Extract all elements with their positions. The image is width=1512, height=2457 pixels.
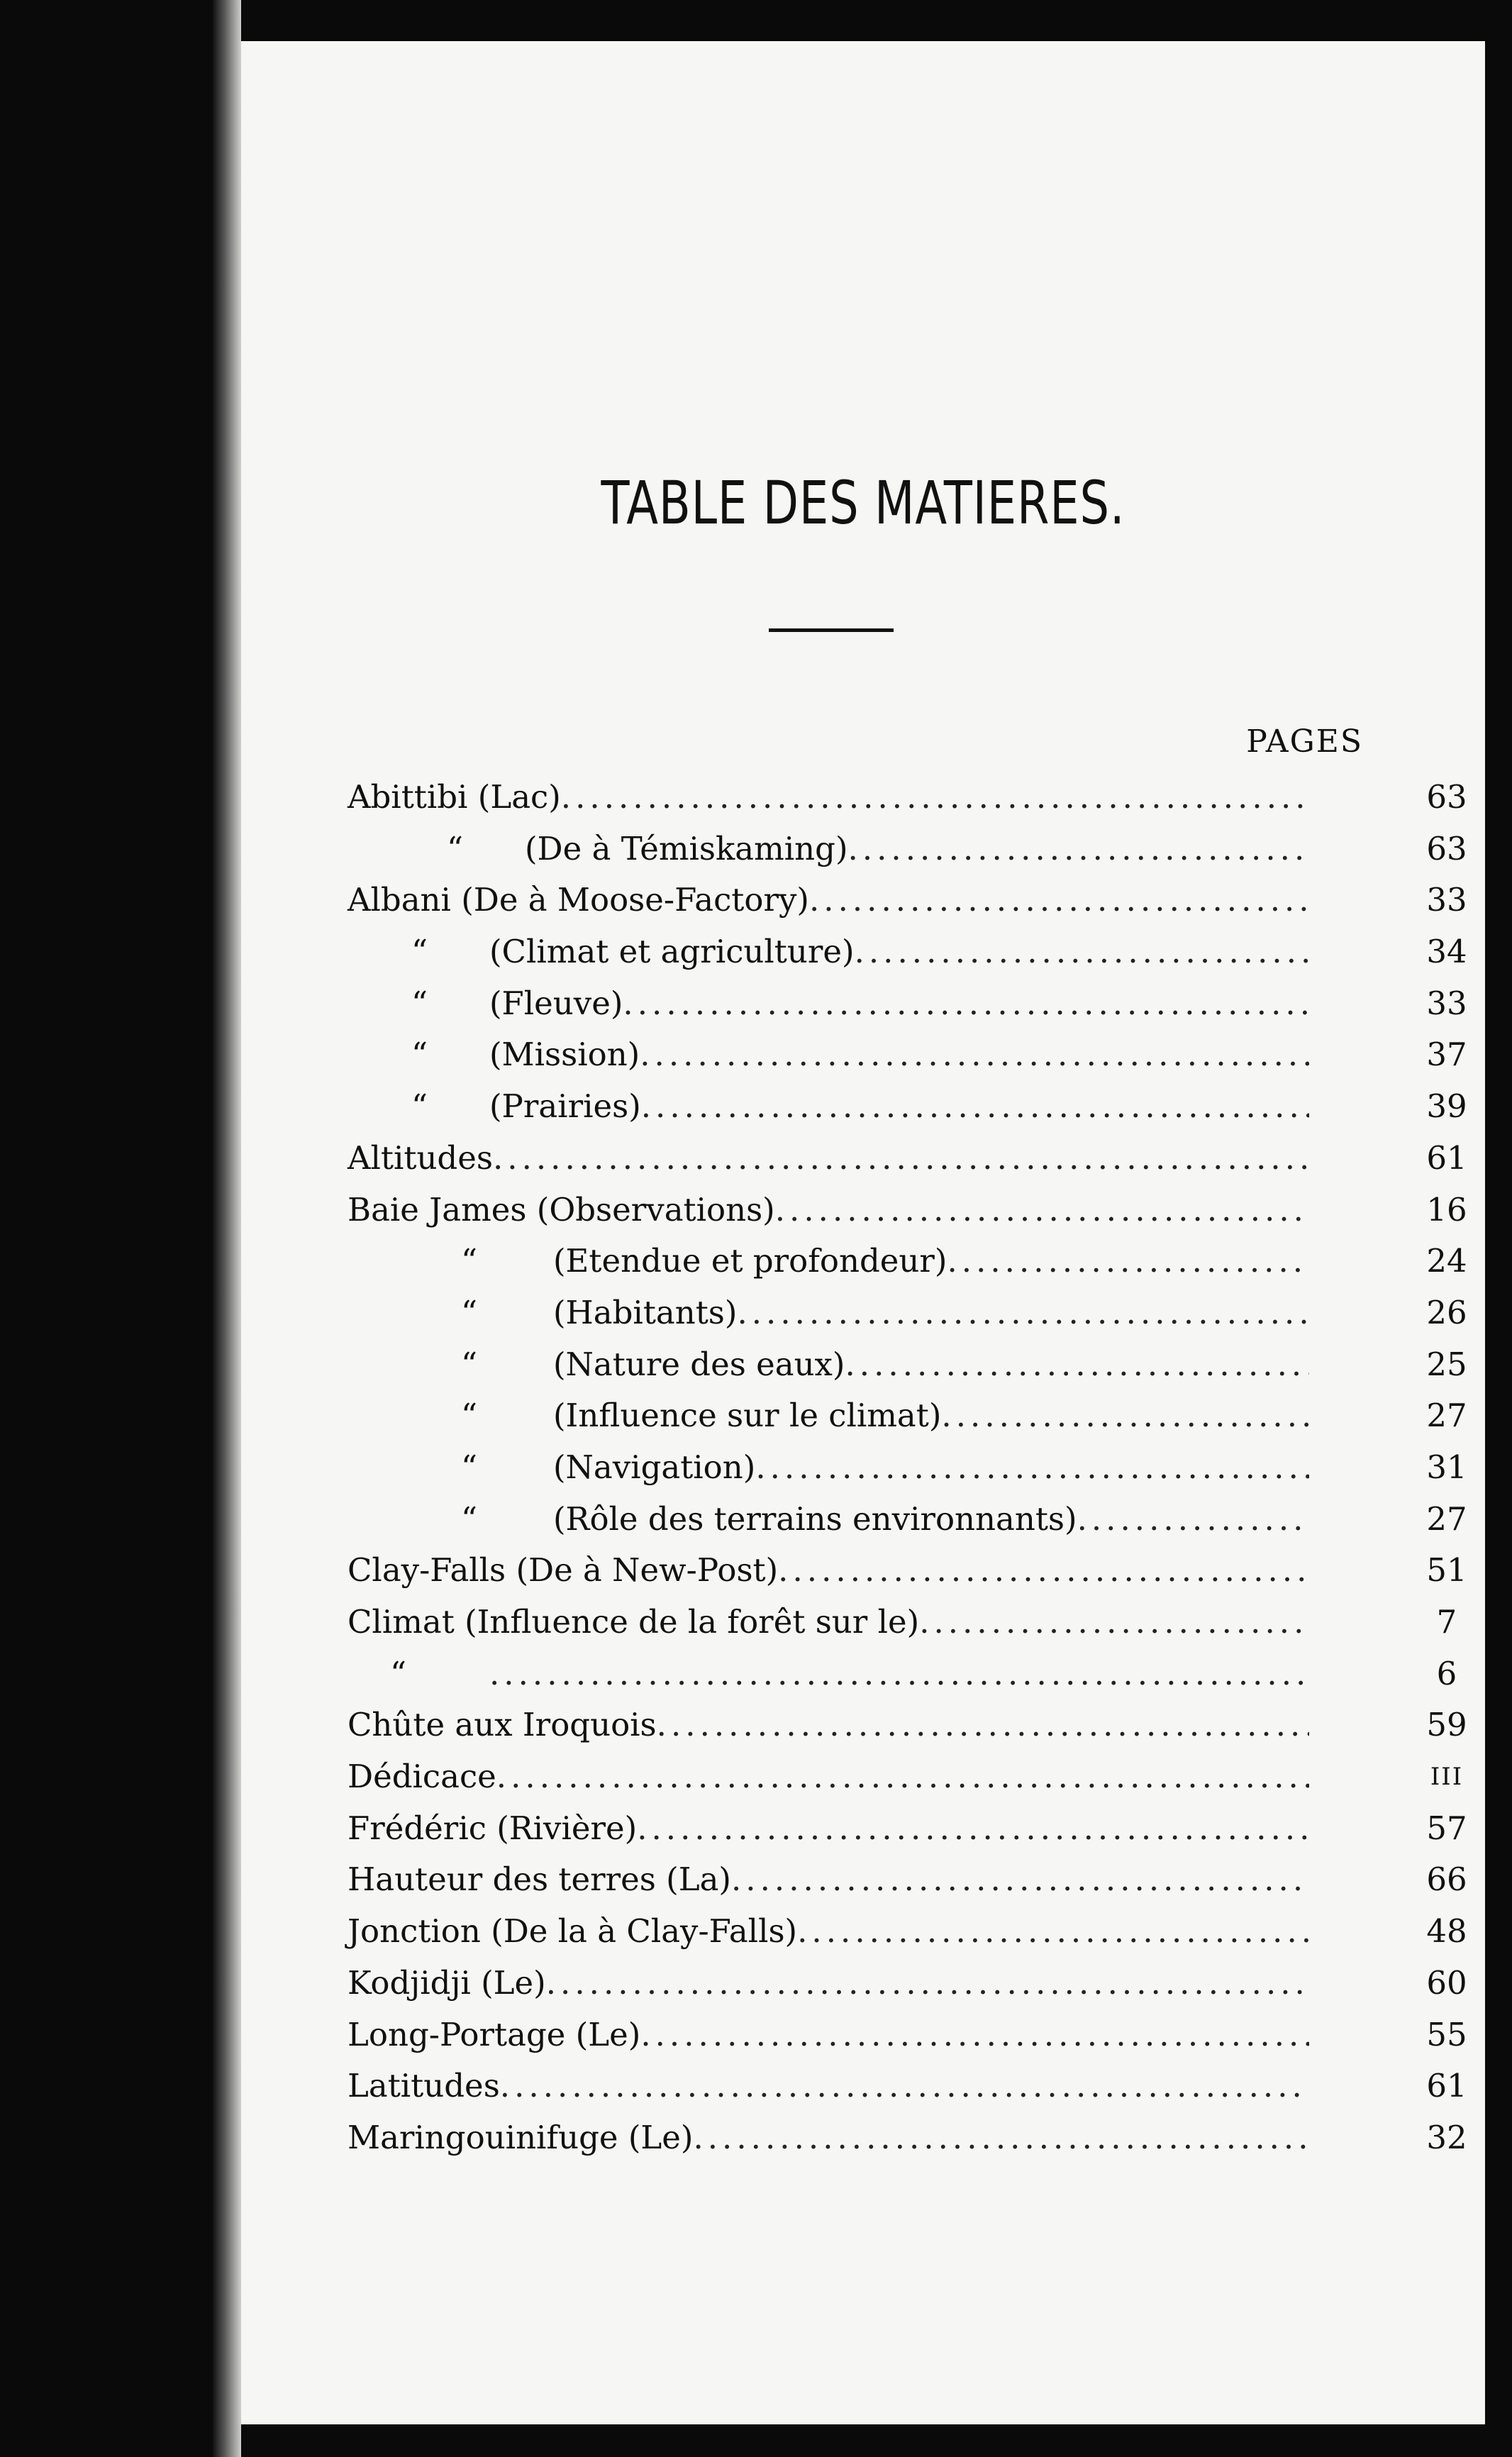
toc-entry-text	[348, 1751, 1309, 1803]
ditto-mark: “	[447, 829, 464, 867]
toc-entry-label: (Navigation)	[553, 1448, 756, 1486]
toc-entry-text	[348, 1339, 1309, 1391]
toc-entry	[348, 1803, 1467, 1855]
toc-entry-label: (Rôle des terrains environnants)	[553, 1499, 1077, 1538]
toc-entry-label: Clay-Falls (De à New-Post)	[348, 1551, 779, 1590]
toc-entry	[348, 1442, 1467, 1494]
leader-dots	[778, 1545, 1309, 1597]
leader-dots	[641, 1081, 1309, 1133]
leader-dots	[640, 2009, 1309, 2061]
toc-entry	[348, 1390, 1467, 1442]
toc-entry	[348, 1287, 1467, 1339]
toc-entry-text	[348, 2112, 1309, 2164]
toc-page-number: 33	[1426, 984, 1467, 1022]
toc-entry-text	[348, 1287, 1309, 1339]
toc-entry-label: Climat (Influence de la forêt sur le)	[348, 1603, 920, 1641]
toc-entry-text	[348, 1648, 1309, 1700]
toc-entry-label: Chûte aux Iroquois	[348, 1706, 657, 1744]
toc-entry-label: Dédicace	[348, 1758, 496, 1796]
leader-dots	[848, 823, 1309, 875]
toc-page-number: 61	[1426, 2067, 1467, 2105]
book-gutter	[213, 0, 241, 2457]
title-rule	[769, 628, 894, 632]
toc-entry	[348, 2112, 1467, 2164]
ditto-mark: “	[411, 1087, 428, 1126]
toc-entry-label: (Prairies)	[489, 1087, 641, 1126]
toc-entry	[348, 1081, 1467, 1133]
toc-entry-label: Albani (De à Moose-Factory)	[348, 881, 809, 919]
toc-page-number: 16	[1426, 1190, 1467, 1228]
toc-entry-label: Long-Portage (Le)	[348, 2015, 641, 2053]
ditto-mark: “	[461, 1499, 478, 1538]
toc-entry	[348, 2061, 1467, 2112]
toc-entry-label: (Habitants)	[553, 1293, 738, 1331]
toc-entry-text	[348, 772, 1309, 823]
toc-entry-label: (Etendue et profondeur)	[553, 1242, 947, 1280]
toc-entry-label: Maringouinifuge (Le)	[348, 2118, 694, 2156]
pages-label: PAGES	[1246, 723, 1363, 760]
toc-entry-label: Latitudes	[348, 2067, 500, 2105]
leader-dots	[500, 2061, 1309, 2112]
ditto-mark: “	[411, 933, 428, 971]
leader-dots	[919, 1597, 1309, 1648]
toc-entry	[348, 1545, 1467, 1597]
leader-dots	[640, 1029, 1309, 1081]
toc-entry	[348, 1854, 1467, 1906]
toc-entry-label: Jonction (De la à Clay-Falls)	[348, 1912, 798, 1951]
ditto-mark: “	[411, 1036, 428, 1074]
toc-entry-text	[348, 1854, 1309, 1906]
ditto-mark: “	[461, 1345, 478, 1383]
toc-entry-label: Baie James (Observations)	[348, 1190, 775, 1228]
toc-entry-text	[348, 926, 1309, 978]
toc-page-number: 27	[1426, 1499, 1467, 1538]
ditto-mark: “	[461, 1448, 478, 1486]
toc-entry	[348, 1339, 1467, 1391]
toc-page-number: 39	[1426, 1087, 1467, 1126]
leader-dots	[941, 1390, 1309, 1442]
toc-entry-text	[348, 875, 1309, 926]
ditto-mark: “	[390, 1654, 407, 1692]
page-title: TABLE DES MATIERES.	[601, 468, 1125, 538]
toc-entry	[348, 1029, 1467, 1081]
leader-dots	[489, 1648, 1309, 1700]
toc-page-number: 7	[1436, 1603, 1457, 1641]
leader-dots	[775, 1185, 1309, 1236]
toc-entry-text	[348, 1597, 1309, 1648]
leader-dots	[657, 1699, 1309, 1751]
ditto-mark: “	[411, 984, 428, 1022]
ditto-mark: “	[461, 1293, 478, 1331]
toc-entry	[348, 1494, 1467, 1546]
toc-page-number: 27	[1426, 1397, 1467, 1435]
toc-page-number: 24	[1426, 1242, 1467, 1280]
toc-entry	[348, 926, 1467, 978]
toc-entry-text	[348, 1545, 1309, 1597]
toc-entry	[348, 1648, 1457, 1700]
toc-entry-label: Kodjidji (Le)	[348, 1963, 546, 2002]
leader-dots	[809, 875, 1309, 926]
toc-entry-text	[348, 1133, 1309, 1185]
toc-entry-label: (Mission)	[489, 1036, 640, 1074]
table-of-contents	[348, 772, 1467, 2164]
toc-entry	[348, 1185, 1467, 1236]
toc-entry-text	[348, 2061, 1309, 2112]
toc-entry	[348, 1236, 1467, 1287]
toc-entry-text	[348, 1958, 1309, 2009]
toc-entry-text	[348, 1390, 1309, 1442]
toc-page-number: 32	[1426, 2118, 1467, 2156]
leader-dots	[737, 1287, 1309, 1339]
toc-entry-label: Frédéric (Rivière)	[348, 1809, 638, 1847]
leader-dots	[496, 1751, 1309, 1803]
toc-page-number: 37	[1426, 1036, 1467, 1074]
toc-entry-label: (Nature des eaux)	[553, 1345, 845, 1383]
toc-entry	[348, 978, 1467, 1030]
toc-entry-label: (Climat et agriculture)	[489, 933, 855, 971]
toc-entry-label: (De à Témiskaming)	[525, 829, 848, 867]
toc-entry	[348, 875, 1467, 926]
toc-entry-label: (Influence sur le climat)	[553, 1397, 942, 1435]
toc-page-number: 48	[1426, 1912, 1467, 1951]
toc-page-number: 25	[1426, 1345, 1467, 1383]
leader-dots	[797, 1906, 1309, 1958]
toc-entry	[348, 1958, 1467, 2009]
toc-entry-label: (Fleuve)	[489, 984, 623, 1022]
toc-entry-text	[348, 2009, 1309, 2061]
toc-page-number: 31	[1426, 1448, 1467, 1486]
toc-page-number: 63	[1426, 829, 1467, 867]
toc-entry-text	[348, 1803, 1309, 1855]
leader-dots	[947, 1236, 1309, 1287]
leader-dots	[623, 978, 1309, 1030]
toc-page-number: 60	[1426, 1963, 1467, 2002]
toc-entry-text	[348, 1906, 1309, 1958]
leader-dots	[845, 1339, 1309, 1391]
leader-dots	[561, 772, 1309, 823]
toc-entry-label: Altitudes	[348, 1138, 493, 1177]
leader-dots	[693, 2112, 1309, 2164]
toc-page-number: 59	[1426, 1706, 1467, 1744]
leader-dots	[855, 926, 1309, 978]
leader-dots	[1077, 1494, 1309, 1546]
toc-entry	[348, 1699, 1467, 1751]
toc-page-number: 34	[1426, 933, 1467, 971]
toc-entry-text	[348, 978, 1309, 1030]
toc-entry-text	[348, 1494, 1309, 1546]
leader-dots	[546, 1958, 1309, 2009]
toc-page-number: III	[1430, 1763, 1464, 1792]
toc-entry	[348, 1906, 1467, 1958]
toc-page-number: 6	[1436, 1654, 1457, 1692]
leader-dots	[755, 1442, 1309, 1494]
toc-entry-text	[348, 1236, 1309, 1287]
toc-entry	[348, 772, 1467, 823]
toc-page-number: 66	[1426, 1860, 1467, 1899]
toc-entry-text	[348, 823, 1309, 875]
toc-entry-text	[348, 1699, 1309, 1751]
toc-entry	[348, 1751, 1464, 1803]
toc-entry-text	[348, 1185, 1309, 1236]
toc-entry	[348, 823, 1467, 875]
toc-entry-text	[348, 1029, 1309, 1081]
toc-page-number: 51	[1426, 1551, 1467, 1590]
toc-entry-label: Abittibi (Lac)	[348, 778, 561, 816]
ditto-mark: “	[461, 1397, 478, 1435]
toc-page-number: 26	[1426, 1293, 1467, 1331]
toc-page-number: 33	[1426, 881, 1467, 919]
toc-page-number: 63	[1426, 778, 1467, 816]
leader-dots	[493, 1133, 1309, 1185]
toc-entry	[348, 2009, 1467, 2061]
toc-entry	[348, 1133, 1467, 1185]
ditto-mark: “	[461, 1242, 478, 1280]
toc-entry-text	[348, 1081, 1309, 1133]
leader-dots	[637, 1803, 1309, 1855]
toc-page-number: 55	[1426, 2015, 1467, 2053]
toc-entry-text	[348, 1442, 1309, 1494]
toc-entry-label: Hauteur des terres (La)	[348, 1860, 731, 1899]
toc-page-number: 61	[1426, 1138, 1467, 1177]
toc-page-number: 57	[1426, 1809, 1467, 1847]
toc-entry	[348, 1597, 1457, 1648]
leader-dots	[731, 1854, 1309, 1906]
book-page	[241, 41, 1485, 2424]
